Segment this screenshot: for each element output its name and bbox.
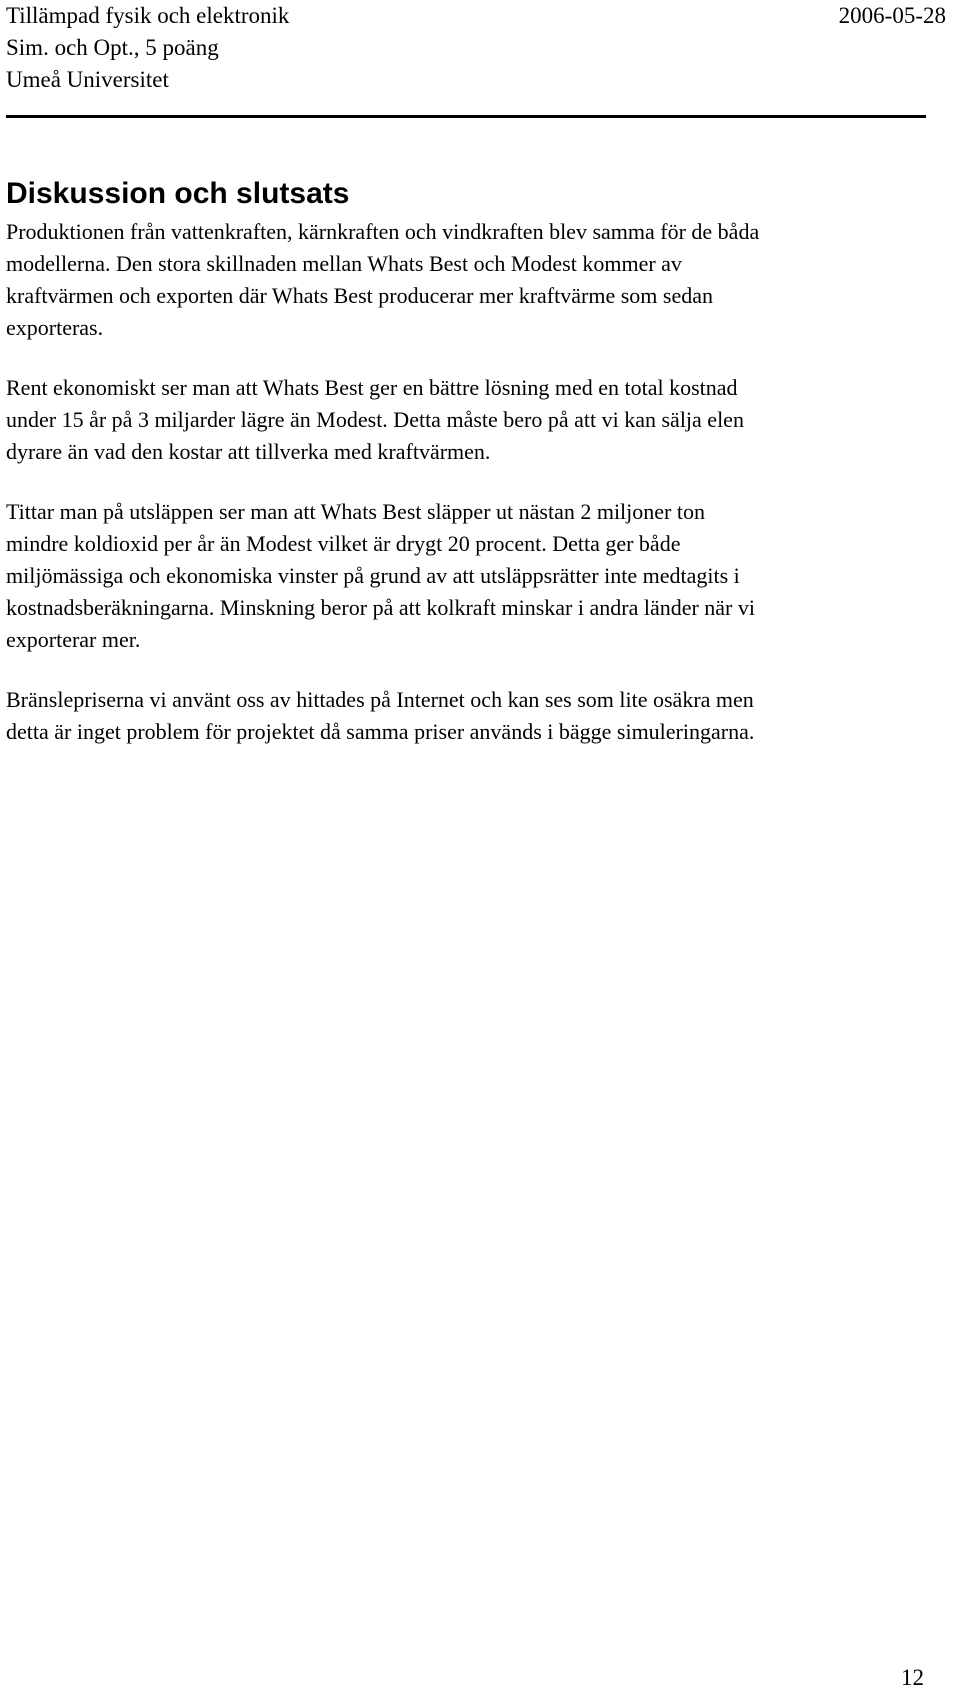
- paragraph-2: [6, 372, 946, 468]
- page-number: 12: [901, 1665, 924, 1690]
- paragraph-line: kraftvärmen och exporten där Whats Best producerar mer kraftvärme som sedan: [6, 283, 713, 308]
- header-course: Tillämpad fysik och elektronik: [6, 3, 290, 28]
- document-body: [6, 172, 946, 776]
- paragraph-line: exporterar mer.: [6, 627, 141, 652]
- page-header: [6, 0, 946, 96]
- section-title: Diskussion och slutsats: [6, 177, 350, 210]
- paragraph-line: Rent ekonomiskt ser man att Whats Best ger en bättre lösning med en total kostnad: [6, 375, 738, 400]
- paragraph-line: mindre koldioxid per år än Modest vilket är drygt 20 procent. Detta ger både: [6, 531, 681, 556]
- paragraph-line: Produktionen från vattenkraften, kärnkraften och vindkraften blev samma för de båda: [6, 219, 760, 244]
- paragraph-line: Bränslepriserna vi använt oss av hittades på Internet och kan ses som lite osäkra men: [6, 687, 754, 712]
- paragraph-line: under 15 år på 3 miljarder lägre än Modest. Detta måste bero på att vi kan sälja elen: [6, 407, 744, 432]
- paragraph-line: kostnadsberäkningarna. Minskning beror på att kolkraft minskar i andra länder när vi: [6, 595, 755, 620]
- paragraph-line: miljömässiga och ekonomiska vinster på grund av att utsläppsrätter inte medtagits i: [6, 563, 740, 588]
- paragraph-1: [6, 216, 946, 344]
- header-university: Umeå Universitet: [6, 67, 169, 92]
- paragraph-3: [6, 496, 946, 656]
- header-date: 2006-05-28: [838, 3, 946, 28]
- paragraph-line: detta är inget problem för projektet då samma priser används i bägge simuleringarna.: [6, 719, 755, 744]
- header-module: Sim. och Opt., 5 poäng: [6, 35, 219, 60]
- paragraph-line: dyrare än vad den kostar att tillverka med kraftvärmen.: [6, 439, 491, 464]
- paragraph-line: Tittar man på utsläppen ser man att Whats Best släpper ut nästan 2 miljoner ton: [6, 499, 705, 524]
- paragraph-line: modellerna. Den stora skillnaden mellan Whats Best och Modest kommer av: [6, 251, 682, 276]
- header-divider: [6, 115, 926, 118]
- paragraph-4: [6, 684, 946, 748]
- paragraph-line: exporteras.: [6, 315, 104, 340]
